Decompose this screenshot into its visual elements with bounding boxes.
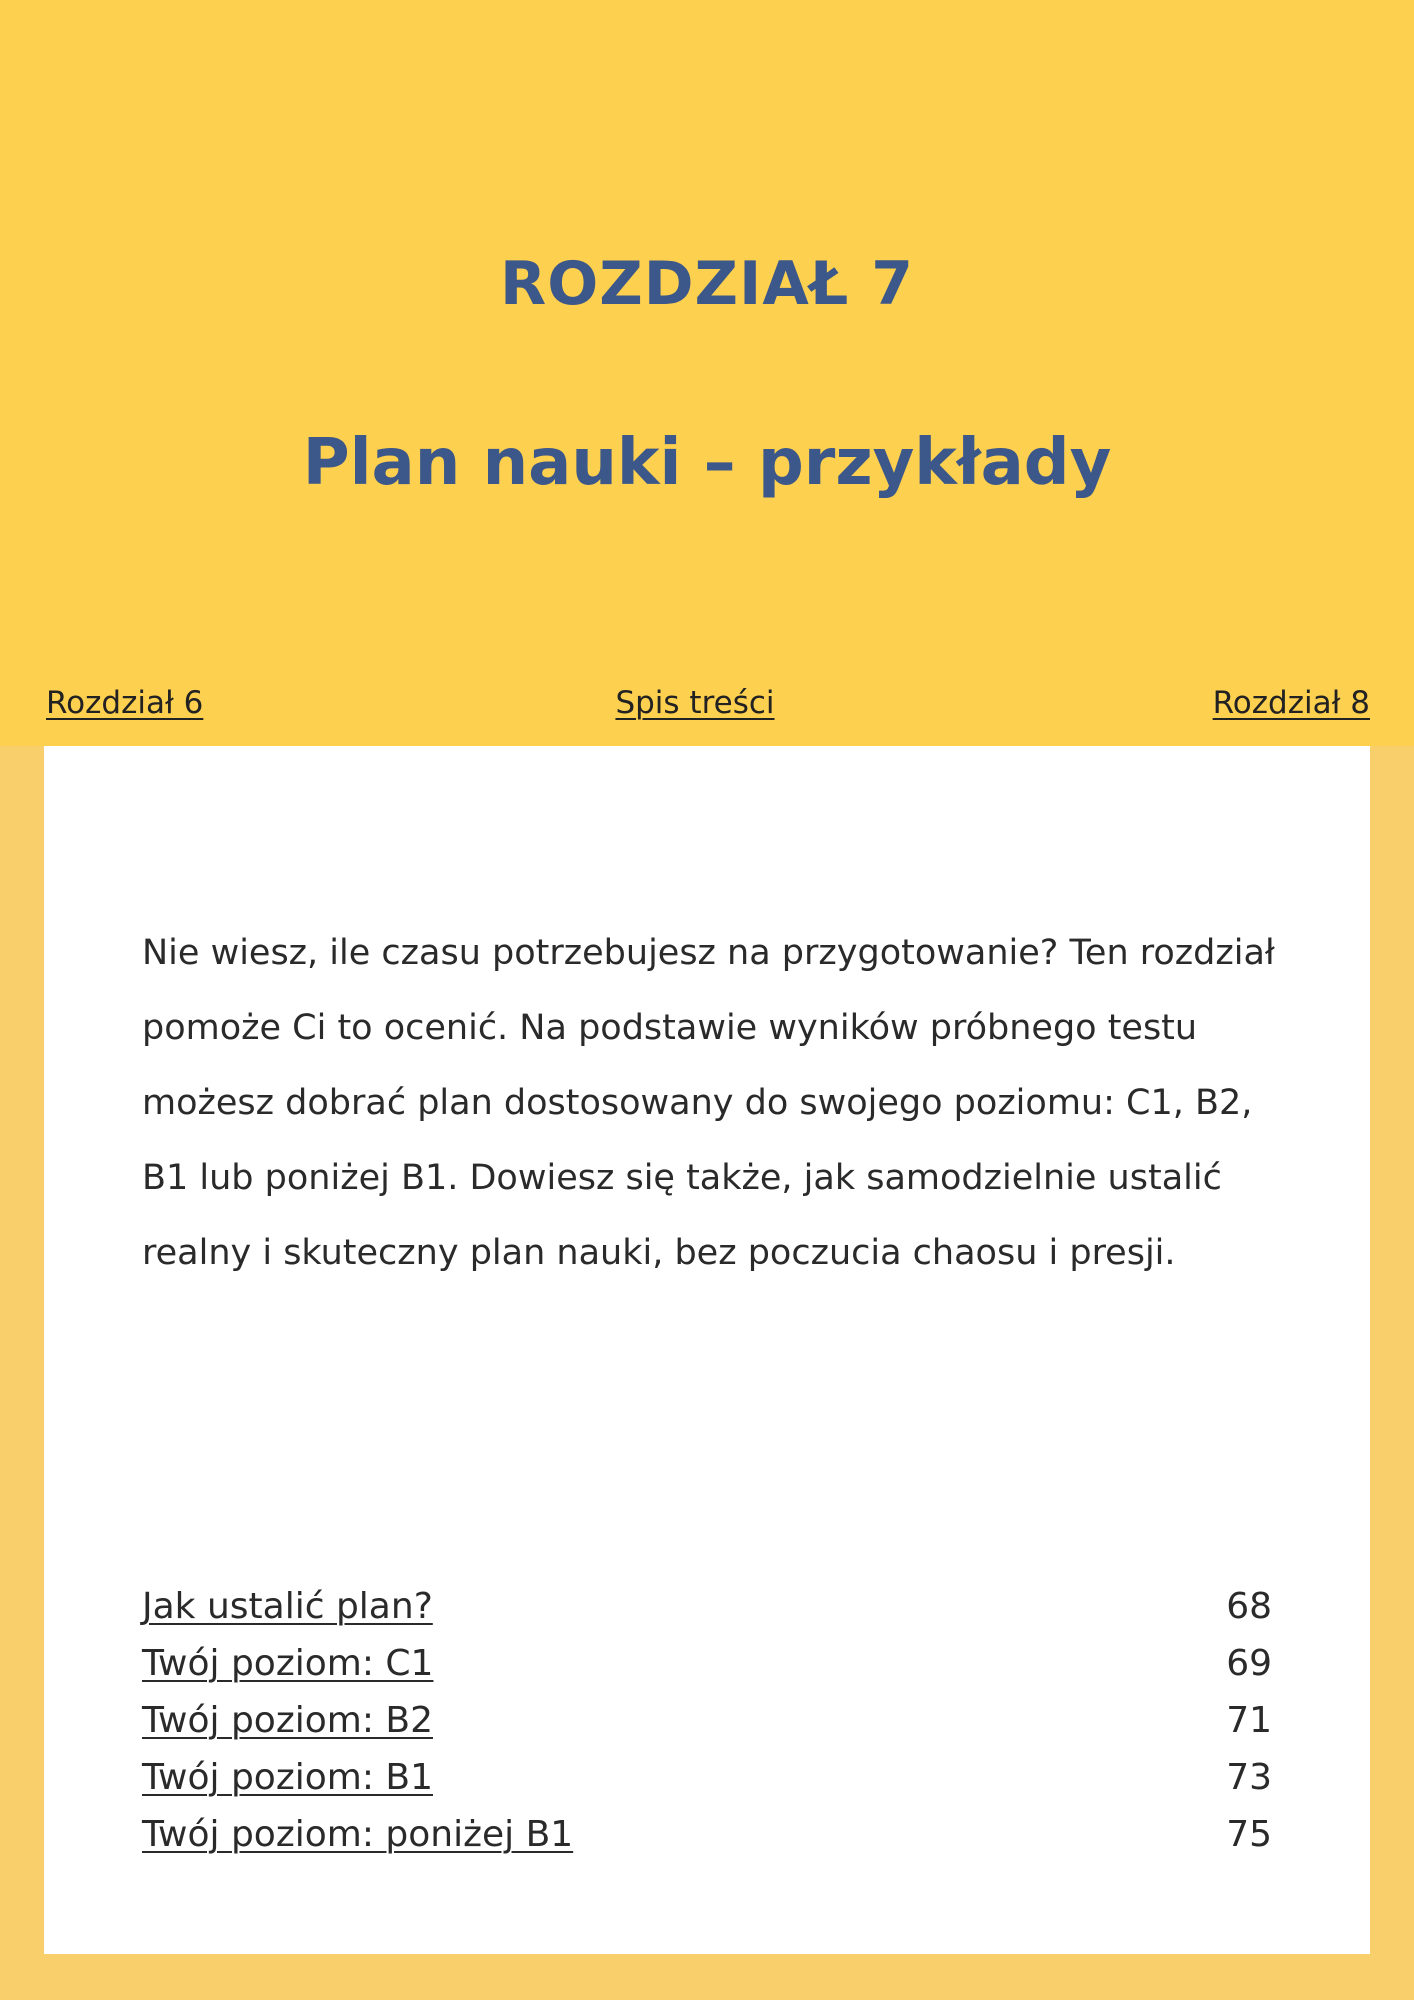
toc-link[interactable]: Twój poziom: poniżej B1: [142, 1814, 574, 1855]
toc-item: [142, 1692, 1272, 1749]
toc-item: [142, 1806, 1272, 1863]
toc-page-number: 71: [1226, 1700, 1272, 1741]
next-chapter-link[interactable]: Rozdział 8: [1212, 685, 1370, 721]
toc-link[interactable]: Twój poziom: B2: [142, 1700, 433, 1741]
content-panel: [44, 746, 1370, 1954]
prev-chapter-link[interactable]: Rozdział 6: [46, 685, 204, 721]
chapter-label: ROZDZIAŁ 7: [500, 249, 914, 319]
page-title: Plan nauki – przykłady: [302, 426, 1112, 500]
intro-paragraph: Nie wiesz, ile czasu potrzebujesz na przygotowanie? Ten rozdział pomoże Ci to ocenić. Na podstawie wyników próbnego testu możesz dobrać plan dostosowany do swojego poziomu: C1, B2, B1 lub poniżej B1. Dowiesz się także, jak samodzielnie ustalić realny i skuteczny plan nauki, bez poczucia chaosu i presji.: [142, 933, 1275, 1273]
table-of-contents-link[interactable]: Spis treści: [615, 685, 775, 721]
toc-page-number: 69: [1226, 1643, 1272, 1684]
toc-link[interactable]: Jak ustalić plan?: [142, 1586, 433, 1627]
toc-page-number: 75: [1226, 1814, 1272, 1855]
toc-item: [142, 1635, 1272, 1692]
toc-page-number: 68: [1226, 1586, 1272, 1627]
toc-item: [142, 1749, 1272, 1806]
toc-item: [142, 1578, 1272, 1635]
chapter-contents-list: [142, 1578, 1272, 1863]
toc-link[interactable]: Twój poziom: B1: [142, 1757, 433, 1798]
toc-page-number: 73: [1226, 1757, 1272, 1798]
toc-link[interactable]: Twój poziom: C1: [142, 1643, 434, 1684]
chapter-header: [0, 0, 1414, 746]
